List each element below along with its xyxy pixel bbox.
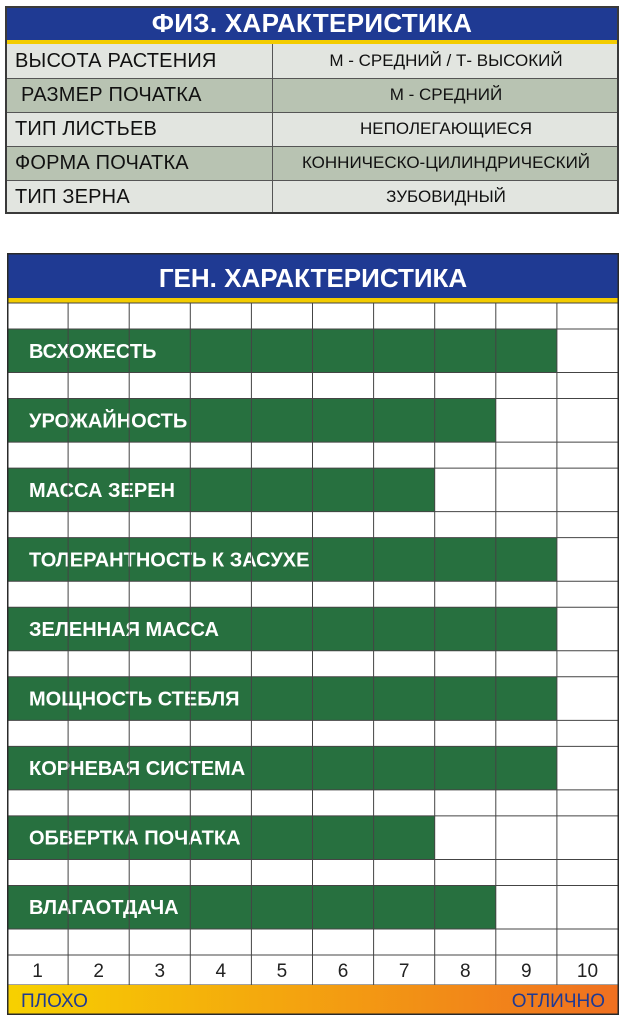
bar-label: ТОЛЕРАНТНОСТЬ К ЗАСУХЕ — [29, 549, 310, 572]
genetic-chart-svg — [7, 253, 619, 1015]
bar-label: ЗЕЛЕННАЯ МАССА — [29, 619, 219, 641]
tick-label: 3 — [154, 961, 166, 982]
physical-row-value: НЕПОЛЕГАЮЩИЕСЯ — [360, 119, 532, 138]
chart-title: ГЕН. ХАРАКТЕРИСТИКА — [158, 263, 468, 293]
bar-label: УРОЖАЙНОСТЬ — [29, 410, 188, 433]
physical-row-value: ЗУБОВИДНЫЙ — [386, 187, 506, 206]
physical-row-value: М - СРЕДНИЙ / Т- ВЫСОКИЙ — [329, 51, 563, 70]
physical-row-label: ФОРМА ПОЧАТКА — [15, 152, 189, 174]
tick-label: 8 — [459, 961, 471, 982]
bar-label: ВСХОЖЕСТЬ — [29, 340, 157, 363]
tick-label: 4 — [215, 961, 227, 982]
bar-label: ОБВЕРТКА ПОЧАТКА — [29, 827, 241, 850]
physical-row-label: РАЗМЕР ПОЧАТКА — [21, 84, 202, 106]
tick-label: 6 — [337, 961, 349, 982]
tick-label: 10 — [576, 961, 599, 982]
bar-label: ВЛАГАОТДАЧА — [29, 897, 179, 920]
scale-high-label: ОТЛИЧНО — [511, 991, 605, 1012]
physical-row-value: КОННИЧЕСКО-ЦИЛИНДРИЧЕСКИЙ — [301, 153, 591, 172]
physical-row-label: ТИП ЗЕРНА — [15, 186, 130, 208]
physical-row-value: М - СРЕДНИЙ — [389, 85, 503, 104]
bar-label: МАССА ЗЕРЕН — [29, 479, 175, 502]
physical-table-title: ФИЗ. ХАРАКТЕРИСТИКА — [5, 6, 619, 44]
bar-label: КОРНЕВАЯ СИСТЕМА — [29, 758, 246, 781]
scale-low-label: ПЛОХО — [21, 991, 88, 1012]
genetic-characteristics-chart — [7, 253, 619, 1015]
chart-title-accent-line — [7, 298, 619, 303]
tick-label: 7 — [398, 961, 410, 982]
physical-table-border — [5, 6, 619, 214]
physical-row-label: ВЫСОТА РАСТЕНИЯ — [15, 50, 217, 72]
tick-label: 2 — [93, 961, 104, 982]
bar-label: МОЩНОСТЬ СТЕБЛЯ — [29, 688, 240, 711]
tick-label: 5 — [276, 961, 288, 982]
tick-label: 1 — [32, 961, 43, 982]
physical-row-label: ТИП ЛИСТЬЕВ — [15, 118, 158, 140]
physical-characteristics-table — [5, 6, 619, 214]
tick-label: 9 — [521, 961, 532, 982]
